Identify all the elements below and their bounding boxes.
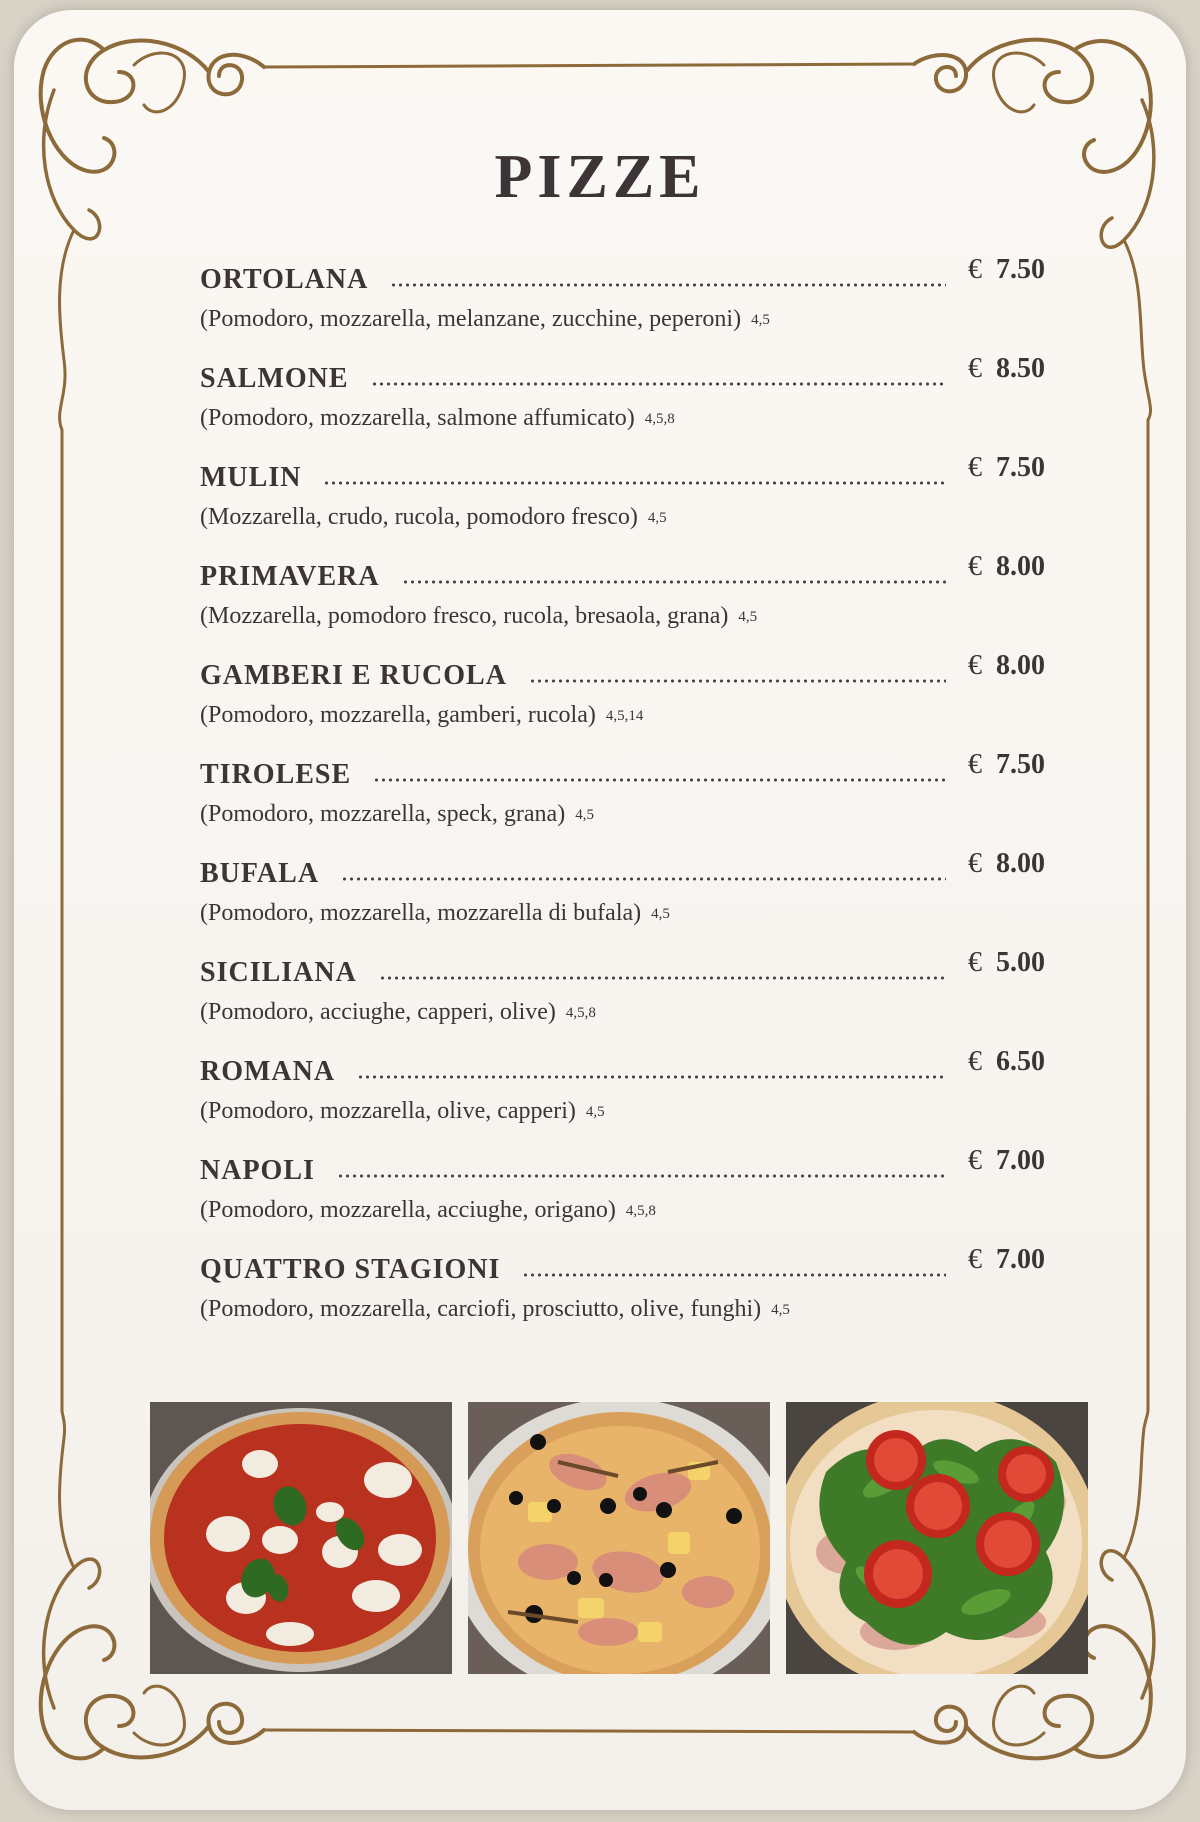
item-name: BUFALA — [200, 858, 320, 889]
item-description — [200, 898, 1045, 929]
item-price — [968, 551, 1045, 583]
ingredients: (Pomodoro, mozzarella, salmone affumicato) — [200, 405, 635, 431]
currency-symbol: € — [968, 452, 982, 483]
menu-item — [200, 454, 1045, 553]
allergen-codes: 4,5 — [751, 312, 770, 328]
currency-symbol: € — [968, 650, 982, 681]
menu-item — [200, 850, 1045, 949]
item-name: PRIMAVERA — [200, 561, 380, 592]
menu-list — [200, 256, 1045, 1345]
currency-symbol: € — [968, 254, 982, 285]
ingredients: (Pomodoro, mozzarella, gamberi, rucola) — [200, 702, 596, 728]
item-description — [200, 997, 1045, 1028]
ingredients: (Mozzarella, pomodoro fresco, rucola, bresaola, grana) — [200, 603, 729, 629]
dot-leader — [390, 282, 946, 288]
price-value: 7.50 — [996, 452, 1045, 483]
allergen-codes: 4,5,8 — [625, 1203, 656, 1219]
currency-symbol: € — [968, 1046, 982, 1077]
item-price — [968, 254, 1045, 286]
allergen-codes: 4,5,8 — [565, 1005, 596, 1021]
item-description — [200, 799, 1045, 830]
price-value: 7.00 — [996, 1145, 1045, 1176]
item-price — [968, 1046, 1045, 1078]
item-price — [968, 452, 1045, 484]
currency-symbol: € — [968, 1244, 982, 1275]
allergen-codes: 4,5,8 — [644, 411, 675, 427]
pizza-arugula-tomato-photo — [786, 1402, 1088, 1674]
price-value: 5.00 — [996, 947, 1045, 978]
menu-item — [200, 751, 1045, 850]
item-price — [968, 1145, 1045, 1177]
page-title: PIZZE — [494, 143, 706, 211]
allergen-codes: 4,5 — [575, 807, 594, 823]
menu-item — [200, 652, 1045, 751]
ingredients: (Pomodoro, mozzarella, carciofi, prosciutto, olive, funghi) — [200, 1296, 762, 1322]
item-description — [200, 1096, 1045, 1127]
menu-item — [200, 1147, 1045, 1246]
item-name: SICILIANA — [200, 957, 357, 988]
item-price — [968, 353, 1045, 385]
allergen-codes: 4,5,14 — [605, 708, 644, 724]
menu-item — [200, 949, 1045, 1048]
dot-leader — [529, 678, 946, 684]
dot-leader — [357, 1074, 946, 1080]
item-price — [968, 749, 1045, 781]
ingredients: (Pomodoro, mozzarella, olive, capperi) — [200, 1098, 576, 1124]
menu-item — [200, 355, 1045, 454]
price-value: 8.50 — [996, 353, 1045, 384]
item-name: SALMONE — [200, 363, 349, 394]
pizza-photo-strip — [150, 1402, 1100, 1682]
allergen-codes: 4,5 — [771, 1302, 790, 1318]
allergen-codes: 4,5 — [647, 510, 667, 526]
allergen-codes: 4,5 — [585, 1104, 605, 1120]
menu-item — [200, 553, 1045, 652]
ingredients: (Pomodoro, acciughe, capperi, olive) — [200, 999, 556, 1025]
dot-leader — [371, 381, 946, 387]
currency-symbol: € — [968, 551, 982, 582]
currency-symbol: € — [968, 749, 982, 780]
item-name: MULIN — [200, 462, 302, 493]
item-description — [200, 1195, 1045, 1226]
item-name: ROMANA — [200, 1056, 336, 1087]
item-description — [200, 502, 1045, 533]
item-price — [968, 650, 1045, 682]
dot-leader — [323, 480, 946, 486]
allergen-codes: 4,5 — [651, 906, 670, 922]
pizza-margherita-photo — [150, 1402, 452, 1674]
item-price — [968, 1244, 1045, 1276]
dot-leader — [337, 1173, 946, 1179]
item-name: TIROLESE — [200, 759, 352, 790]
dot-leader — [402, 579, 946, 585]
item-name: NAPOLI — [200, 1155, 315, 1186]
item-name: ORTOLANA — [200, 264, 369, 295]
ingredients: (Pomodoro, mozzarella, melanzane, zucchine, peperoni) — [200, 306, 742, 332]
item-description — [200, 403, 1045, 434]
price-value: 7.50 — [996, 749, 1045, 780]
ingredients: (Pomodoro, mozzarella, mozzarella di bufala) — [200, 900, 642, 926]
allergen-codes: 4,5 — [738, 609, 758, 625]
pizza-olive-ham-photo — [468, 1402, 770, 1674]
price-value: 6.50 — [996, 1046, 1045, 1077]
item-name: QUATTRO STAGIONI — [200, 1254, 501, 1285]
price-value: 8.00 — [996, 650, 1045, 681]
ingredients: (Pomodoro, mozzarella, acciughe, origano) — [200, 1197, 616, 1223]
currency-symbol: € — [968, 353, 982, 384]
currency-symbol: € — [968, 1145, 982, 1176]
price-value: 7.50 — [996, 254, 1045, 285]
menu-item — [200, 256, 1045, 355]
price-value: 7.00 — [996, 1244, 1045, 1275]
menu-item — [200, 1246, 1045, 1345]
dot-leader — [341, 876, 946, 882]
item-description — [200, 304, 1045, 335]
item-description — [200, 700, 1045, 731]
currency-symbol: € — [968, 947, 982, 978]
item-price — [968, 947, 1045, 979]
item-description — [200, 601, 1045, 632]
price-value: 8.00 — [996, 848, 1045, 879]
dot-leader — [373, 777, 946, 783]
dot-leader — [522, 1272, 946, 1278]
item-description — [200, 1294, 1045, 1325]
menu-page — [14, 10, 1186, 1810]
ingredients: (Mozzarella, crudo, rucola, pomodoro fresco) — [200, 504, 638, 530]
menu-item — [200, 1048, 1045, 1147]
ingredients: (Pomodoro, mozzarella, speck, grana) — [200, 801, 566, 827]
item-price — [968, 848, 1045, 880]
item-name: GAMBERI E RUCOLA — [200, 660, 507, 691]
currency-symbol: € — [968, 848, 982, 879]
dot-leader — [379, 975, 946, 981]
price-value: 8.00 — [996, 551, 1045, 582]
